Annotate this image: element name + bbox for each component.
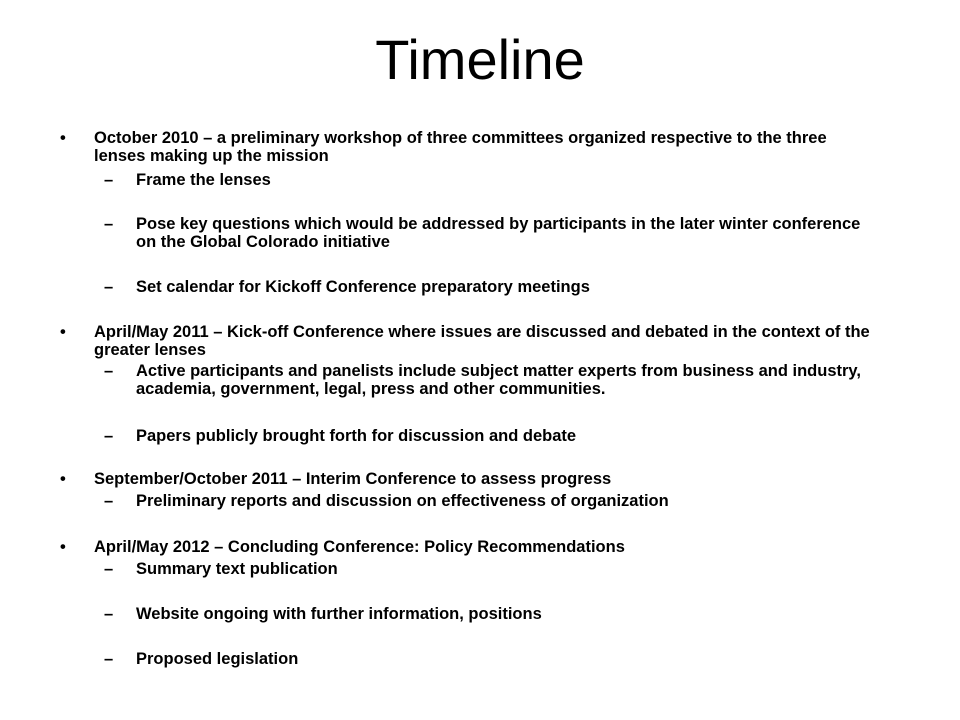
bullet-text: October 2010 – a preliminary workshop of three committees organized respective to the three lenses making up the mission <box>94 129 827 165</box>
dash-marker: – <box>104 362 114 380</box>
bullet-marker: • <box>60 323 66 341</box>
slide-title: Timeline <box>375 28 585 91</box>
bullet-text: April/May 2011 – Kick-off Conference where issues are discussed and debated in the context of the greater lenses <box>94 323 870 359</box>
dash-marker: – <box>104 650 114 668</box>
bullet-marker: • <box>60 470 66 488</box>
sub-bullet-text: Summary text publication <box>136 560 338 578</box>
sub-bullet-text: Set calendar for Kickoff Conference preparatory meetings <box>136 278 590 296</box>
sub-bullet-text: Active participants and panelists include subject matter experts from business and industry, academia, government, legal, press and other communities. <box>136 362 861 398</box>
sub-bullet-text: Preliminary reports and discussion on effectiveness of organization <box>136 492 669 510</box>
bullet-text: April/May 2012 – Concluding Conference: Policy Recommendations <box>94 538 625 556</box>
dash-marker: – <box>104 492 114 510</box>
dash-marker: – <box>104 605 114 623</box>
dash-marker: – <box>104 560 114 578</box>
sub-bullet-text: Frame the lenses <box>136 171 271 189</box>
dash-marker: – <box>104 278 114 296</box>
sub-bullet-text: Papers publicly brought forth for discussion and debate <box>136 427 577 445</box>
sub-bullet-text: Website ongoing with further information, positions <box>136 605 542 623</box>
sub-bullet-text: Proposed legislation <box>136 650 299 668</box>
sub-bullet-text: Pose key questions which would be addressed by participants in the later winter conference on the Global Colorado initiative <box>136 215 861 251</box>
dash-marker: – <box>104 427 114 445</box>
dash-marker: – <box>104 171 114 189</box>
bullet-marker: • <box>60 129 66 147</box>
bullet-marker: • <box>60 538 66 556</box>
dash-marker: – <box>104 215 114 233</box>
bullet-text: September/October 2011 – Interim Conference to assess progress <box>94 470 612 488</box>
